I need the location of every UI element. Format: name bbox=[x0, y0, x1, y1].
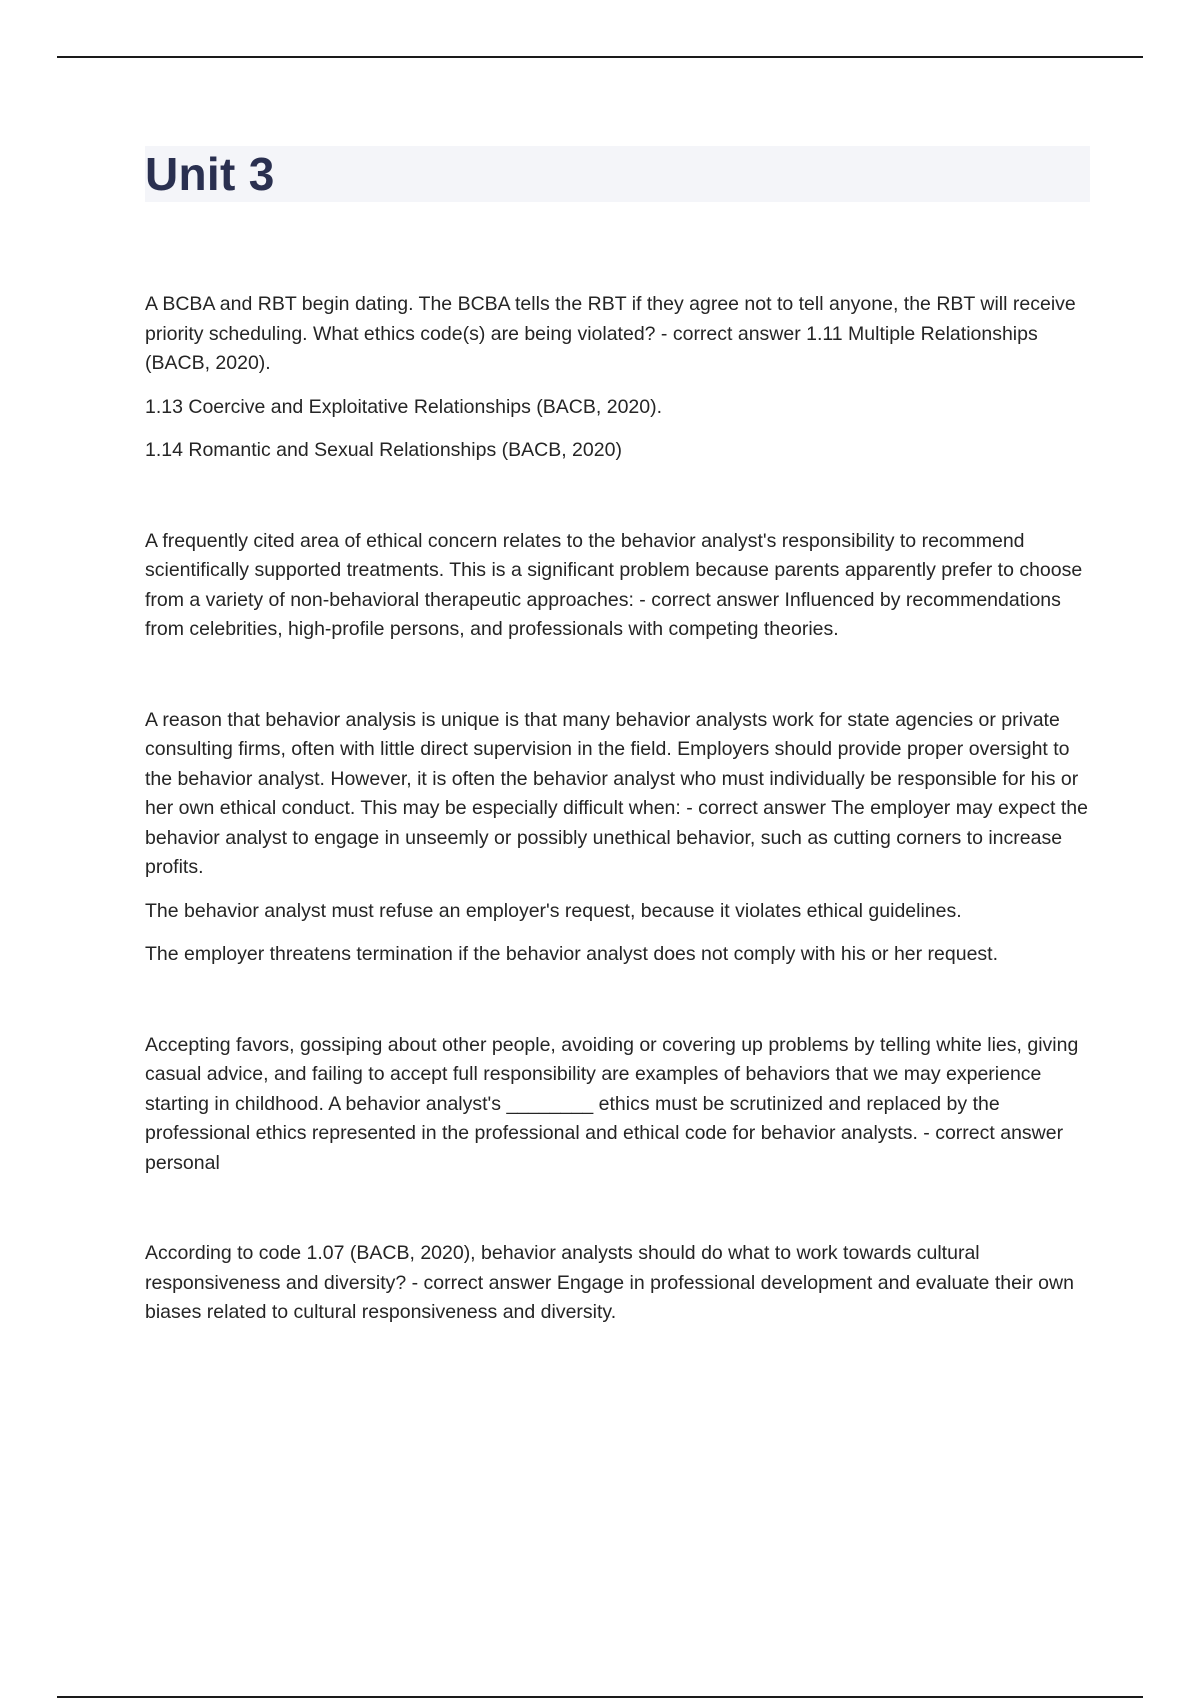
heading-band bbox=[145, 146, 1090, 202]
document-body bbox=[145, 290, 1090, 1389]
entry-paragraph: 1.13 Coercive and Exploitative Relationships (BACB, 2020). bbox=[145, 395, 663, 418]
qa-entry bbox=[145, 706, 1090, 970]
top-rule bbox=[57, 56, 1143, 58]
entry-paragraph: The employer threatens termination if the behavior analyst does not comply with his or her request. bbox=[145, 943, 999, 965]
entry-paragraph: According to code 1.07 (BACB, 2020), behavior analysts should do what to work towards cultural responsiveness and diversity? - correct answer Engage in professional development and evaluate their own biases related to cultural responsiveness and diversity. bbox=[145, 1242, 1074, 1323]
qa-entry bbox=[145, 1239, 1090, 1328]
entry-paragraph: A BCBA and RBT begin dating. The BCBA tells the RBT if they agree not to tell anyone, the RBT will receive priority scheduling. What ethics code(s) are being violated? - correct answer 1.11 Multiple Relationships (BACB, 2020). bbox=[145, 293, 1076, 374]
entry-paragraph: Accepting favors, gossiping about other people, avoiding or covering up problems by telling white lies, giving casual advice, and failing to accept full responsibility are examples of behaviors that we may experience starting in childhood. A behavior analyst's ________ ethics must be scrutinized and replaced by the professional ethics represented in the professional and ethical code for behavior analysts. - correct answer personal bbox=[145, 1033, 1079, 1174]
qa-entry bbox=[145, 527, 1090, 645]
entry-paragraph: A frequently cited area of ethical concern relates to the behavior analyst's responsibility to recommend scientifically supported treatments. This is a significant problem because parents apparently prefer to choose from a variety of non-behavioral therapeutic approaches: - correct answer Influenced by recommendations from celebrities, high-profile persons, and professionals with competing theories. bbox=[145, 529, 1083, 640]
entry-paragraph: 1.14 Romantic and Sexual Relationships (BACB, 2020) bbox=[145, 439, 622, 461]
entry-paragraph: A reason that behavior analysis is unique is that many behavior analysts work for state agencies or private consulting firms, often with little direct supervision in the field. Employers should provide proper oversight to the behavior analyst. However, it is often the behavior analyst who must individually be responsible for his or her own ethical conduct. This may be especially difficult when: - correct answer The employer may expect the behavior analyst to engage in unseemly or possibly unethical behavior, such as cutting corners to increase profits. bbox=[145, 708, 1088, 878]
qa-entry bbox=[145, 1031, 1090, 1179]
page-title: Unit 3 bbox=[145, 148, 275, 200]
bottom-rule bbox=[57, 1696, 1143, 1698]
entry-paragraph: The behavior analyst must refuse an employer's request, because it violates ethical guidelines. bbox=[145, 899, 962, 922]
qa-entry bbox=[145, 290, 1090, 466]
